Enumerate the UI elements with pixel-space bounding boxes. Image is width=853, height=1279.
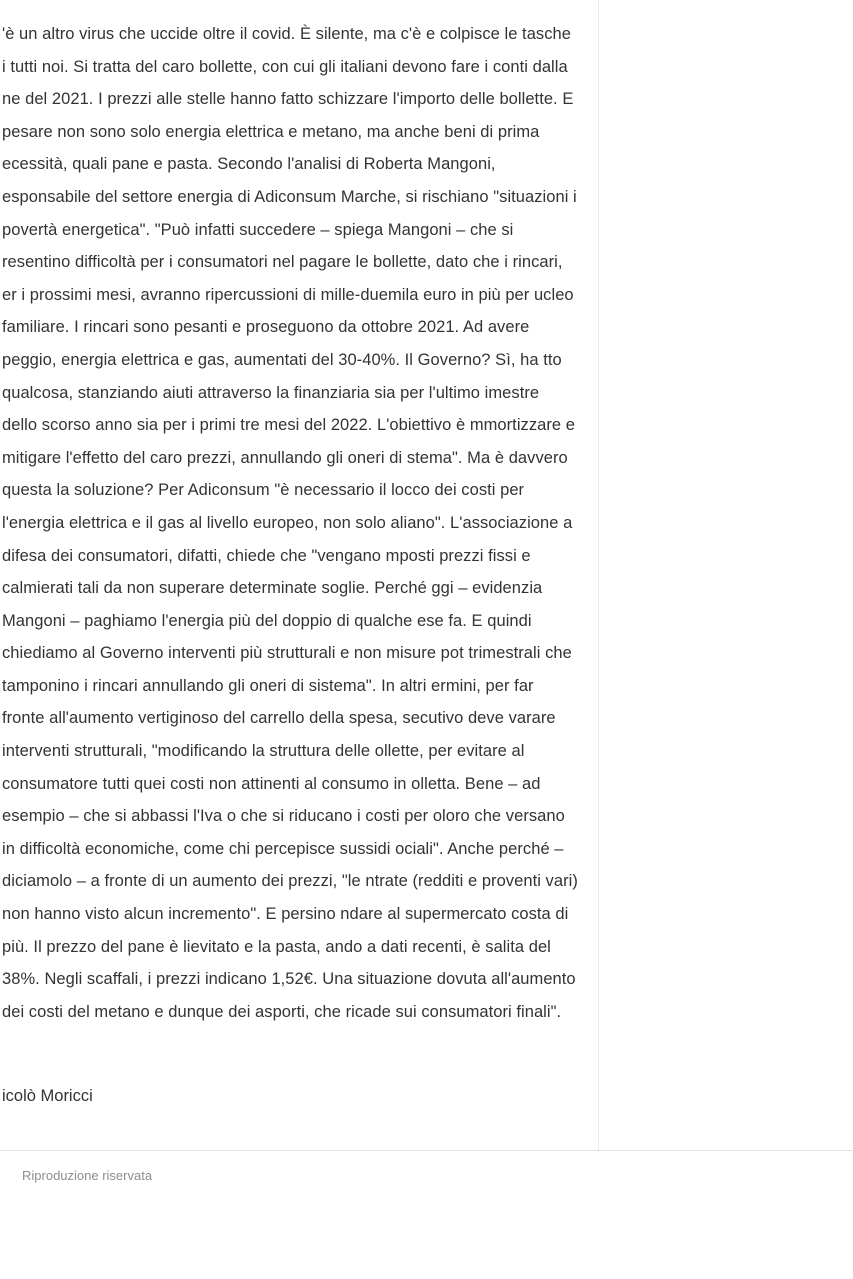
article-byline: icolò Moricci bbox=[2, 1087, 93, 1106]
footer-divider bbox=[0, 1150, 853, 1151]
rights-notice: Riproduzione riservata bbox=[22, 1168, 153, 1183]
article-body bbox=[2, 18, 578, 1028]
page-right-gutter bbox=[600, 0, 853, 1279]
article-paragraph: 'è un altro virus che uccide oltre il covid. È silente, ma c'è e colpisce le tasche i tutti noi. Si tratta del caro bollette, con cui gli italiani devono fare i conti dalla ne del 2021. I prezzi alle stelle hanno fatto schizzare l'importo delle bollette. E pesare non sono solo energia elettrica e metano, ma anche beni di prima ecessità, quali pane e pasta. Secondo l'analisi di Roberta Mangoni, esponsabile del settore energia di Adiconsum Marche, si rischiano "situazioni i povertà energetica". "Può infatti succedere – spiega Mangoni – che si resentino difficoltà per i consumatori nel pagare le bollette, dato che i rincari, er i prossimi mesi, avranno ripercussioni di mille-duemila euro in più per ucleo familiare. I rincari sono pesanti e proseguono da ottobre 2021. Ad avere peggio, energia elettrica e gas, aumentati del 30-40%. Il Governo? Sì, ha tto qualcosa, stanziando aiuti attraverso la finanziaria sia per l'ultimo imestre dello scorso anno sia per i primi tre mesi del 2022. L'obiettivo è mmortizzare e mitigare l'effetto del caro prezzi, annullando gli oneri di stema". Ma è davvero questa la soluzione? Per Adiconsum "è necessario il locco dei costi per l'energia elettrica e il gas al livello europeo, non solo aliano". L'associazione a difesa dei consumatori, difatti, chiede che "vengano mposti prezzi fissi e calmierati tali da non superare determinate soglie. Perché ggi – evidenzia Mangoni – paghiamo l'energia più del doppio di qualche ese fa. E quindi chiediamo al Governo interventi più strutturali e non misure pot trimestrali che tamponino i rincari annullando gli oneri di sistema". In altri ermini, per far fronte all'aumento vertiginoso del carrello della spesa, secutivo deve varare interventi strutturali, "modificando la struttura delle ollette, per evitare al consumatore tutti quei costi non attinenti al consumo in olletta. Bene – ad esempio – che si abbassi l'Iva o che si riducano i costi per oloro che versano in difficoltà economiche, come chi percepisce sussidi ociali". Anche perché – diciamolo – a fronte di un aumento dei prezzi, "le ntrate (redditi e proventi vari) non hanno visto alcun incremento". E persino ndare al supermercato costa di più. Il prezzo del pane è lievitato e la pasta, ando a dati recenti, è salita del 38%. Negli scaffali, i prezzi indicano 1,52€. Una situazione dovuta all'aumento dei costi del metano e dunque dei asporti, che ricade sui consumatori finali". bbox=[2, 25, 578, 1021]
column-edge-rule bbox=[598, 0, 599, 1152]
